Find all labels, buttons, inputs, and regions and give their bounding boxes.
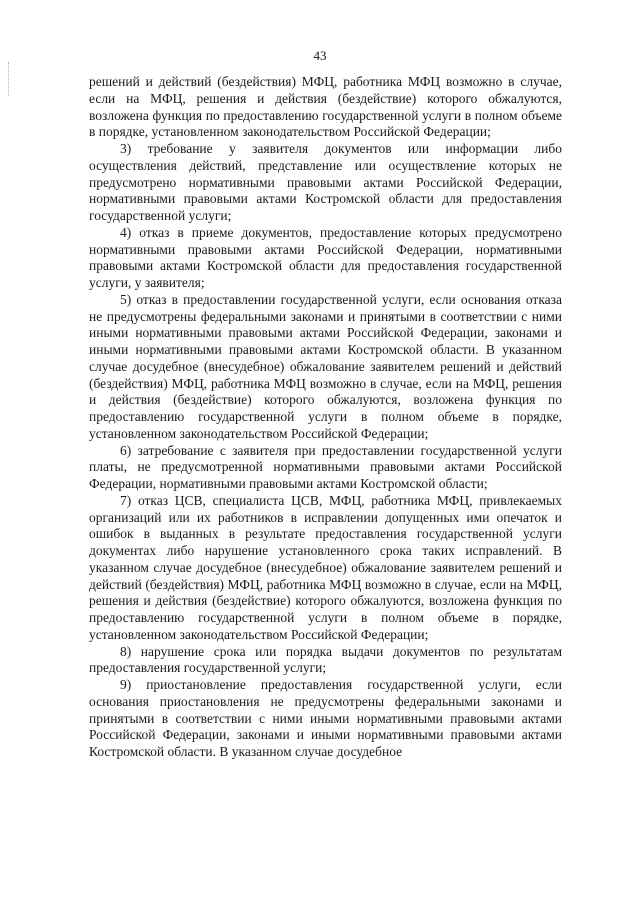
scan-margin-marks — [8, 62, 11, 96]
paragraph-item-7: 7) отказ ЦСВ, специалиста ЦСВ, МФЦ, работника МФЦ, привлекаемых организаций или их работников в исправлении допущенных ими опечаток и ошибок в выданных в результате предоставления государственной услуги документах либо нарушение установленного срока таких исправлений. В указанном случае досудебное (внесудебное) обжалование заявителем решений и действий (бездействия) МФЦ, работника МФЦ возможно в случае, если на МФЦ, решения и действия (бездействие) которого обжалуются, возложена функция по предоставлению государственной услуги в полном объеме в порядке, установленном законодательством Российской Федерации; — [89, 492, 562, 642]
paragraph-continuation: решений и действий (бездействия) МФЦ, работника МФЦ возможно в случае, если на МФЦ, решения и действия (бездействие) которого обжалуются, возложена функция по предоставлению государственной услуги в полном объеме в порядке, установленном законодательством Российской Федерации; — [89, 74, 562, 140]
paragraph-item-3: 3) требование у заявителя документов или информации либо осуществления действий, представление или осуществление которых не предусмотрено нормативными правовыми актами Российской Федерации, нормативными правовыми актами Костромской области для предоставления государственной услуги; — [89, 141, 562, 223]
paragraph-item-8: 8) нарушение срока или порядка выдачи документов по результатам предоставления государственной услуги; — [89, 643, 562, 676]
paragraph-item-6: 6) затребование с заявителя при предоставлении государственной услуги платы, не предусмотренной нормативными правовыми актами Российской Федерации, нормативными правовыми актами Костромской области; — [89, 442, 562, 491]
page-number: 43 — [313, 48, 327, 63]
paragraph-item-9: 9) приостановление предоставления государственной услуги, если основания приостановления не предусмотрены федеральными законами и принятыми в соответствии с ними иными нормативными правовыми актами Российской Федерации, законами и иными нормативными правовыми актами Костромской области. В указанном случае досудебное — [89, 677, 562, 759]
paragraph-item-4: 4) отказ в приеме документов, предоставление которых предусмотрено нормативными правовыми актами Российской Федерации, нормативными правовыми актами Костромской области для предоставления государственной услуги, у заявителя; — [89, 224, 562, 290]
body-text — [89, 74, 562, 761]
paragraph-item-5: 5) отказ в предоставлении государственной услуги, если основания отказа не предусмотрены федеральными законами и принятыми в соответствии с ними иными нормативными правовыми актами Российской Федерации, законами и иными нормативными правовыми актами Костромской области. В указанном случае досудебное (внесудебное) обжалование заявителем решений и действий (бездействия) МФЦ, работника МФЦ возможно в случае, если на МФЦ, решения и действия (бездействие) которого обжалуются, возложена функция по предоставлению государственной услуги в полном объеме в порядке, установленном законодательством Российской Федерации; — [89, 291, 562, 441]
